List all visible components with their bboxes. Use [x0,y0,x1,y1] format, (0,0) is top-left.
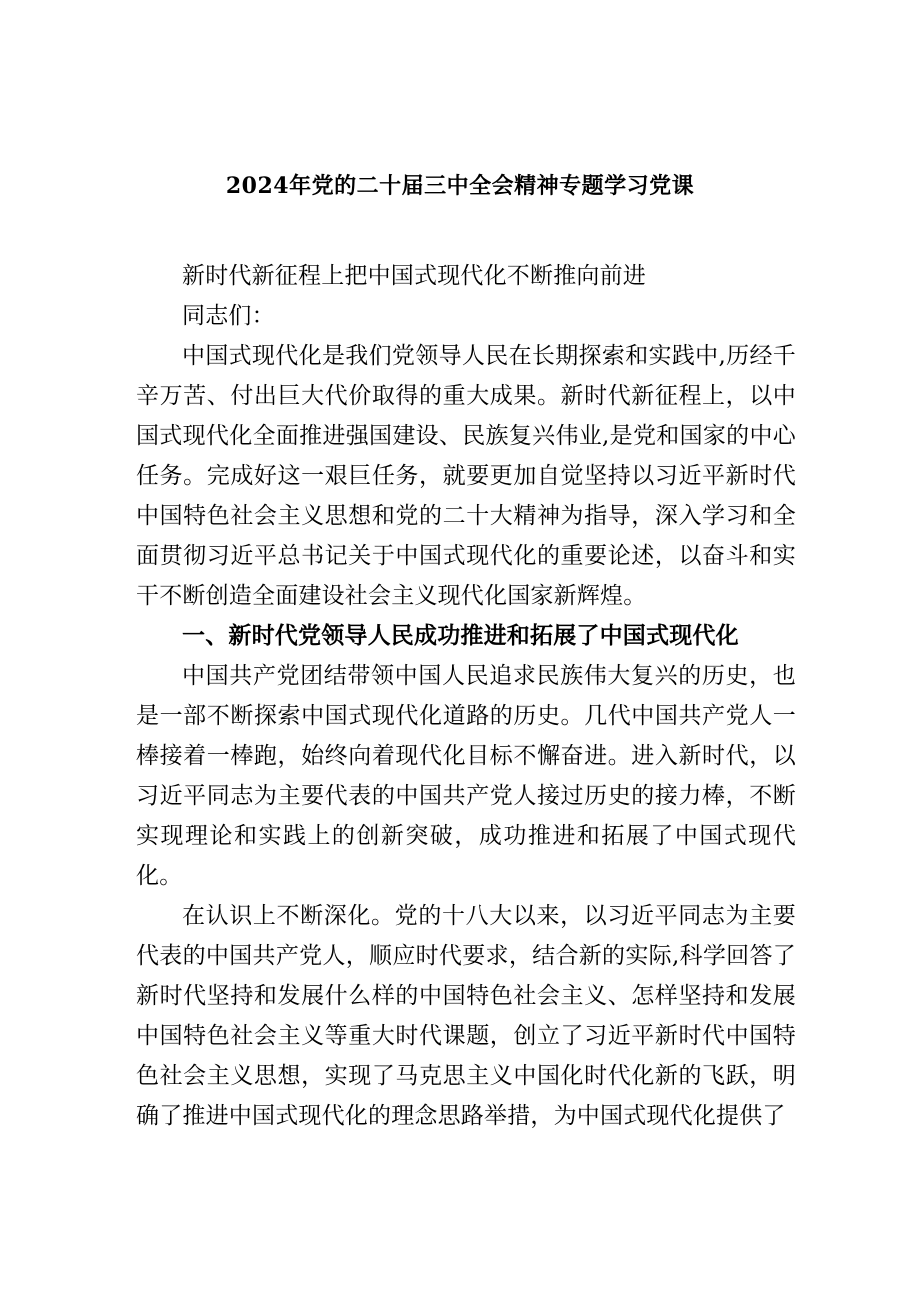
section-1-paragraph-2: 在认识上不断深化。党的十八大以来，以习近平同志为主要代表的中国共产党人，顺应时代要求，结合新的实际,科学回答了新时代坚持和发展什么样的中国特色社会主义、怎样坚持和发展中国特色社会主义等重大时代课题，创立了习近平新时代中国特色社会主义思想，实现了马克思主义中国化时代化新的飞跃，明确了推进中国式现代化的理念思路举措，为中国式现代化提供了 [136,903,796,1129]
salutation: 同志们： [182,303,275,329]
section-1-paragraph-1: 中国共产党团结带领中国人民追求民族伟大复兴的历史，也是一部不断探索中国式现代化道路的历史。几代中国共产党人一棒接着一棒跑，始终向着现代化目标不懈奋进。进入新时代，以习近平同志为主要代表的中国共产党人接过历史的接力棒，不断实现理论和实践上的创新突破，成功推进和拓展了中国式现代化。 [136,663,796,889]
section-heading-1: 一、新时代党领导人民成功推进和拓展了中国式现代化 [182,622,739,649]
document-title: 2024年党的二十届三中全会精神专题学习党课 [225,173,695,199]
intro-paragraph: 中国式现代化是我们党领导人民在长期探索和实践中,历经千辛万苦、付出巨大代价取得的重大成果。新时代新征程上，以中国式现代化全面推进强国建设、民族复兴伟业,是党和国家的中心任务。完成好这一艰巨任务，就要更加自觉坚持以习近平新时代中国特色社会主义思想和党的二十大精神为指导，深入学习和全面贯彻习近平总书记关于中国式现代化的重要论述，以奋斗和实干不断创造全面建设社会主义现代化国家新辉煌。 [136,343,796,609]
document-subtitle: 新时代新征程上把中国式现代化不断推向前进 [182,263,646,289]
document-body [136,256,796,1136]
